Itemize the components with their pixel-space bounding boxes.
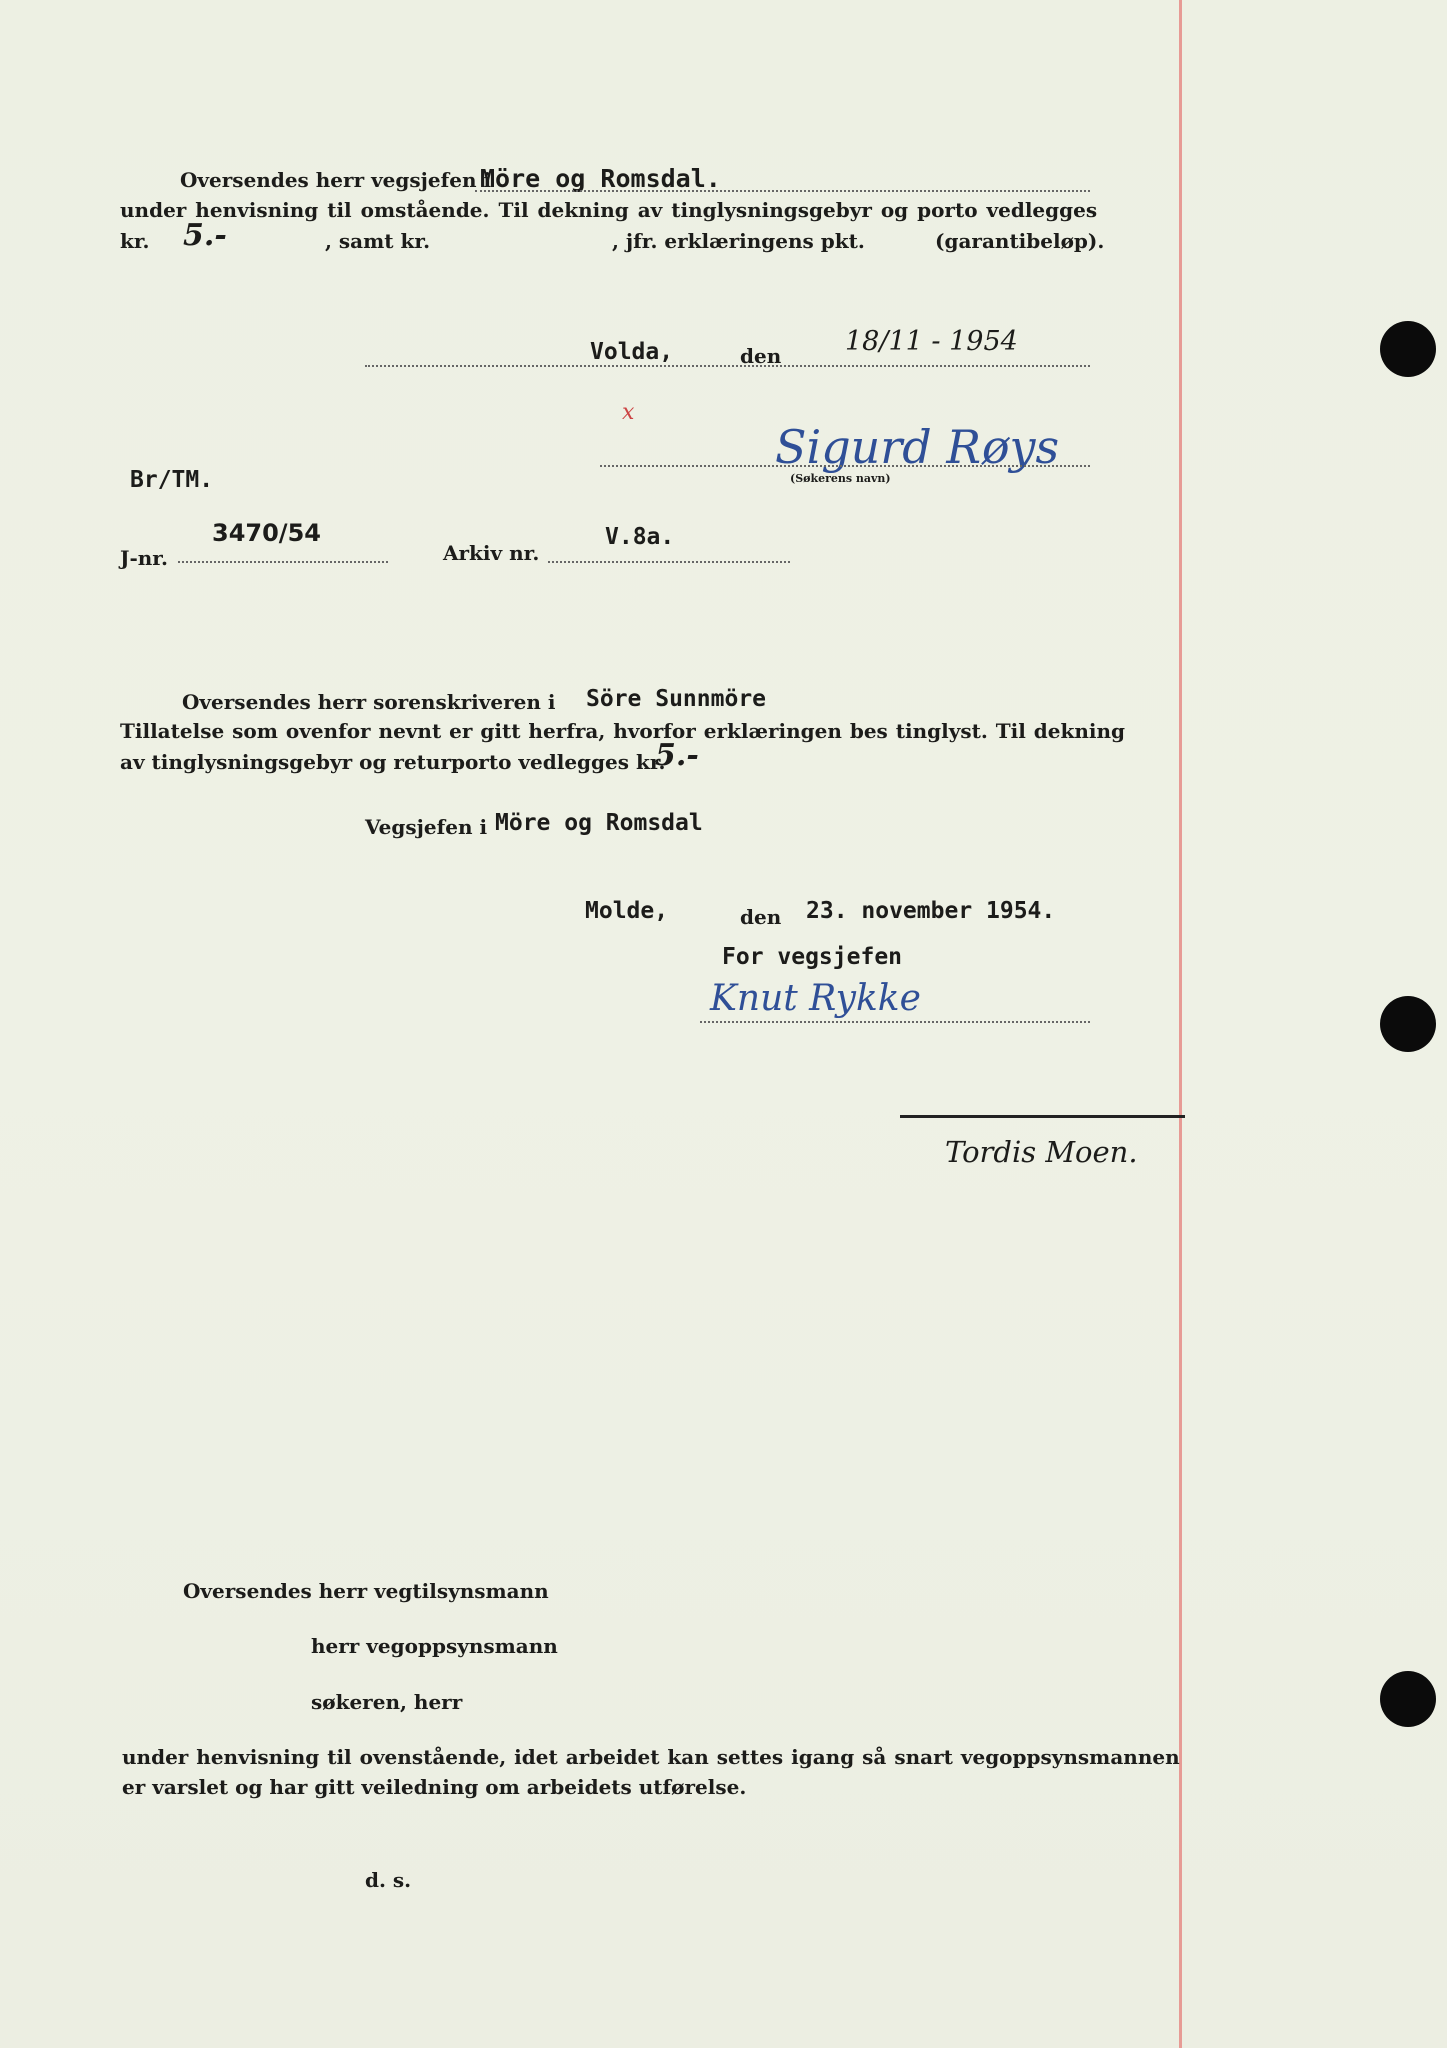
reference-initials: Br/TM. [130, 467, 214, 493]
return-postage-label: av tinglysningsgebyr og returporto vedlegges kr. [120, 750, 666, 774]
punch-hole [1380, 1671, 1436, 1727]
permission-line: Tillatelse som ovenfor nevnt er gitt herfra, hvorfor erklæringen bes tinglyst. Til dekning [120, 719, 1126, 743]
forward-to-registrar-label: Oversendes herr sorenskriveren i [182, 690, 556, 714]
clerk-signature: Tordis Moen. [945, 1135, 1138, 1169]
forward-to-inspector-label: Oversendes herr vegtilsynsmann [183, 1579, 549, 1603]
jnr-value: 3470/54 [212, 519, 321, 547]
jfr-label: , jfr. erklæringens pkt. [612, 229, 865, 253]
applicant-label: søkeren, herr [311, 1690, 463, 1714]
roadchief-label: Vegsjefen i [365, 815, 488, 839]
county-value: Möre og Romsdal. [480, 164, 721, 193]
den-label-2: den [740, 905, 782, 929]
margin-line [1179, 0, 1182, 2048]
dotted-line [475, 190, 1090, 192]
place-molde: Molde, [585, 898, 669, 924]
applicant-signature: Sigurd Røys [775, 420, 1060, 474]
road-overseer-label: herr vegoppsynsmann [311, 1634, 558, 1658]
samt-kr-label: , samt kr. [325, 229, 431, 253]
punch-hole [1380, 996, 1436, 1052]
archive-value: V.8a. [605, 524, 675, 550]
instruction-line-2: er varslet og har gitt veiledning om arbeidets utførelse. [122, 1775, 747, 1799]
dotted-line [178, 561, 388, 563]
instruction-line-1: under henvisning til ovenstående, idet arbeidet kan settes igang så snart vegoppsynsmannen [122, 1745, 1180, 1769]
handwritten-date: 18/11 - 1954 [845, 326, 1018, 357]
x-mark: x [622, 400, 635, 425]
kr-label: kr. [120, 229, 150, 253]
approval-date: 23. november 1954. [806, 898, 1056, 924]
place-volda: Volda, [590, 339, 674, 365]
archive-label: Arkiv nr. [443, 541, 540, 565]
reference-line: under henvisning til omstående. Til dekning av tinglysningsgebyr og porto vedlegges [120, 198, 1098, 222]
dotted-line [365, 365, 1090, 367]
roadchief-county: Möre og Romsdal [495, 810, 703, 836]
dotted-line [600, 465, 1090, 467]
jnr-label: J-nr. [120, 546, 168, 570]
dotted-line [548, 561, 790, 563]
district-value: Söre Sunnmöre [586, 686, 767, 712]
punch-hole [1380, 321, 1436, 377]
separator-rule [900, 1115, 1185, 1118]
roadchief-signature: Knut Rykke [710, 978, 921, 1019]
signature-caption: (Søkerens navn) [790, 472, 891, 485]
for-roadchief: For vegsjefen [722, 944, 903, 970]
return-postage-amount: 5.- [655, 738, 699, 773]
guarantee-label: (garantibeløp). [935, 229, 1105, 253]
dotted-line [700, 1021, 1090, 1023]
forward-to-roadchief-label: Oversendes herr vegsjefen i [180, 168, 492, 192]
ds-label: d. s. [365, 1868, 412, 1892]
kr-amount: 5.- [183, 218, 227, 253]
den-label: den [740, 344, 782, 368]
